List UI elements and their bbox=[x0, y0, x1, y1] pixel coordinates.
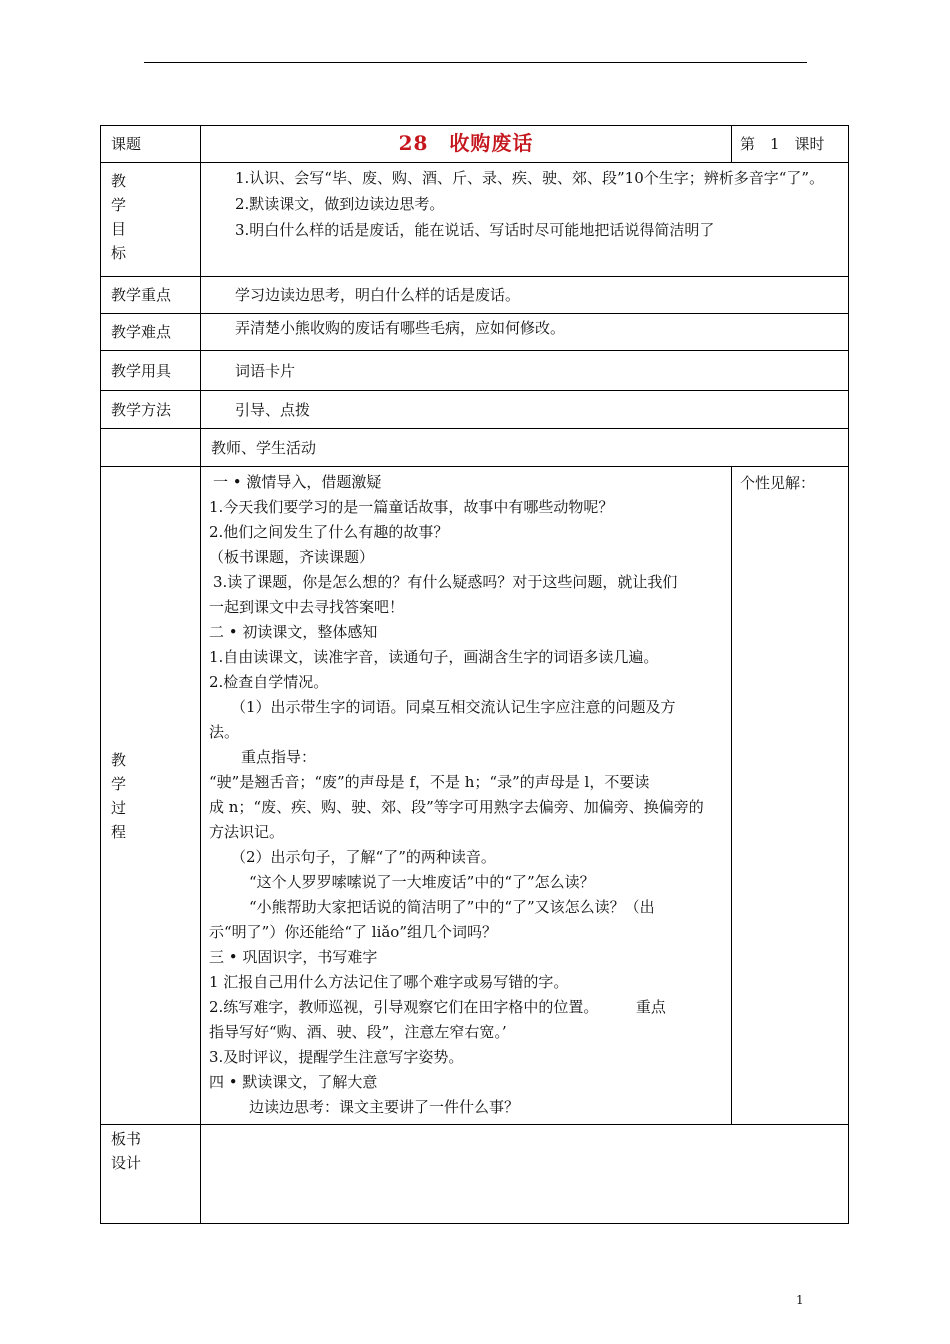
process-label-char: 教 bbox=[111, 750, 127, 769]
goals-label-char: 教 bbox=[111, 172, 127, 190]
process-line: 指导写好“购、酒、驶、段”，注意左窄右宽。’ bbox=[209, 1023, 507, 1041]
process-line: 四 • 默读课文，了解大意 bbox=[209, 1073, 378, 1091]
activity-header-blank bbox=[101, 429, 201, 467]
process-line: 方法识记。 bbox=[209, 823, 285, 841]
process-line: （板书课题，齐读课题） bbox=[209, 548, 375, 566]
header-rule bbox=[144, 62, 807, 63]
process-line: 二 • 初读课文，整体感知 bbox=[209, 623, 378, 641]
page-number: 1 bbox=[796, 1293, 804, 1307]
topic-label: 课题 bbox=[101, 126, 201, 163]
process-line: （1）出示带生字的词语。同桌互相交流认记生字应注意的问题及方 bbox=[231, 698, 676, 716]
lesson-title-cell bbox=[201, 126, 732, 163]
tools-label: 教学用具 bbox=[101, 351, 201, 391]
goal-item: 2.默读课文，做到边读边思考。 bbox=[235, 195, 445, 213]
process-line: 1.自由读课文，读准字音，读通句子，画湖含生字的词语多读几遍。 bbox=[209, 648, 659, 666]
key-point-label: 教学重点 bbox=[101, 277, 201, 314]
difficulty-label: 教学难点 bbox=[101, 314, 201, 351]
row-topic bbox=[101, 126, 849, 163]
process-line: “驶”是翘舌音；“废”的声母是 f，不是 h；“录”的声母是 l，不要读 bbox=[209, 773, 650, 791]
process-line: 3.读了课题，你是怎么想的？有什么疑惑吗？对于这些问题，就让我们 bbox=[213, 573, 678, 591]
goals-label-char: 标 bbox=[111, 244, 127, 262]
process-line: 三 • 巩固识字，书写难字 bbox=[209, 948, 378, 966]
row-key-point bbox=[101, 277, 849, 314]
board-label bbox=[101, 1125, 201, 1224]
row-method bbox=[101, 391, 849, 429]
activity-header: 教师、学生活动 bbox=[201, 429, 849, 467]
goal-item: 3.明白什么样的话是废话，能在说话、写话时尽可能地把话说得简洁明了 bbox=[235, 221, 715, 239]
method-label: 教学方法 bbox=[101, 391, 201, 429]
process-line: 法。 bbox=[209, 723, 240, 741]
row-tools bbox=[101, 351, 849, 391]
row-difficulty bbox=[101, 314, 849, 351]
goals-label bbox=[101, 163, 201, 277]
process-line: “小熊帮助大家把话说的简洁明了”中的“了”又该怎么读？（出 bbox=[249, 898, 655, 916]
goals-label-char: 学 bbox=[111, 196, 127, 214]
goals-content bbox=[201, 163, 849, 277]
process-label bbox=[101, 467, 201, 1125]
process-line: 一起到课文中去寻找答案吧！ bbox=[209, 598, 405, 616]
personal-notes bbox=[732, 467, 849, 1125]
tools: 词语卡片 bbox=[201, 351, 849, 391]
process-line: 重点指导： bbox=[241, 748, 317, 766]
process-line: （2）出示句子，了解“了”的两种读音。 bbox=[231, 848, 496, 866]
row-goals bbox=[101, 163, 849, 277]
board-design-area bbox=[201, 1125, 849, 1224]
process-line: 成 n；“废、疾、购、驶、郊、段”等字可用熟字去偏旁、加偏旁、换偏旁的 bbox=[209, 798, 704, 816]
row-activity-header bbox=[101, 429, 849, 467]
period: 第 1 课时 bbox=[732, 126, 849, 163]
process-content bbox=[201, 467, 732, 1125]
process-label-char: 学 bbox=[111, 774, 127, 793]
process-line: 示“明了”）你还能给“了 liǎo”组几个词吗？ bbox=[209, 923, 498, 941]
lesson-title: 28 收购废话 bbox=[398, 131, 534, 155]
process-line: 2.检查自学情况。 bbox=[209, 673, 329, 691]
process-line: 2.练写难字，教师巡视，引导观察它们在田字格中的位置。 重点 bbox=[209, 998, 666, 1016]
key-point: 学习边读边思考，明白什么样的话是废话。 bbox=[201, 277, 849, 314]
row-process bbox=[101, 467, 849, 1125]
process-line: 3.及时评议，提醒学生注意写字姿势。 bbox=[209, 1048, 464, 1066]
goal-item: 1.认识、会写“毕、废、购、酒、斤、录、疾、驶、郊、段”10个生字；辨析多音字“了”。 bbox=[235, 169, 825, 187]
method: 引导、点拨 bbox=[201, 391, 849, 429]
goals-label-char: 目 bbox=[111, 220, 127, 238]
process-line: 边读边思考：课文主要讲了一件什么事？ bbox=[249, 1098, 520, 1116]
row-board bbox=[101, 1125, 849, 1224]
process-line: 1 汇报自己用什么方法记住了哪个难字或易写错的字。 bbox=[209, 973, 569, 991]
difficulty: 弄清楚小熊收购的废话有哪些毛病，应如何修改。 bbox=[201, 314, 849, 351]
process-line: 2.他们之间发生了什么有趣的故事？ bbox=[209, 523, 449, 541]
lesson-plan-table bbox=[100, 125, 849, 1224]
board-label-line: 设计 bbox=[111, 1154, 142, 1172]
process-line: “这个人罗罗嗦嗦说了一大堆废话”中的“了”怎么读？ bbox=[249, 873, 595, 891]
process-line: 1.今天我们要学习的是一篇童话故事，故事中有哪些动物呢？ bbox=[209, 498, 614, 516]
personal-label: 个性见解： bbox=[740, 474, 816, 492]
process-label-char: 过 bbox=[111, 798, 127, 817]
board-label-line: 板书 bbox=[111, 1130, 142, 1148]
process-line: 一 • 激情导入，借题激疑 bbox=[213, 473, 382, 491]
process-label-char: 程 bbox=[111, 822, 127, 841]
